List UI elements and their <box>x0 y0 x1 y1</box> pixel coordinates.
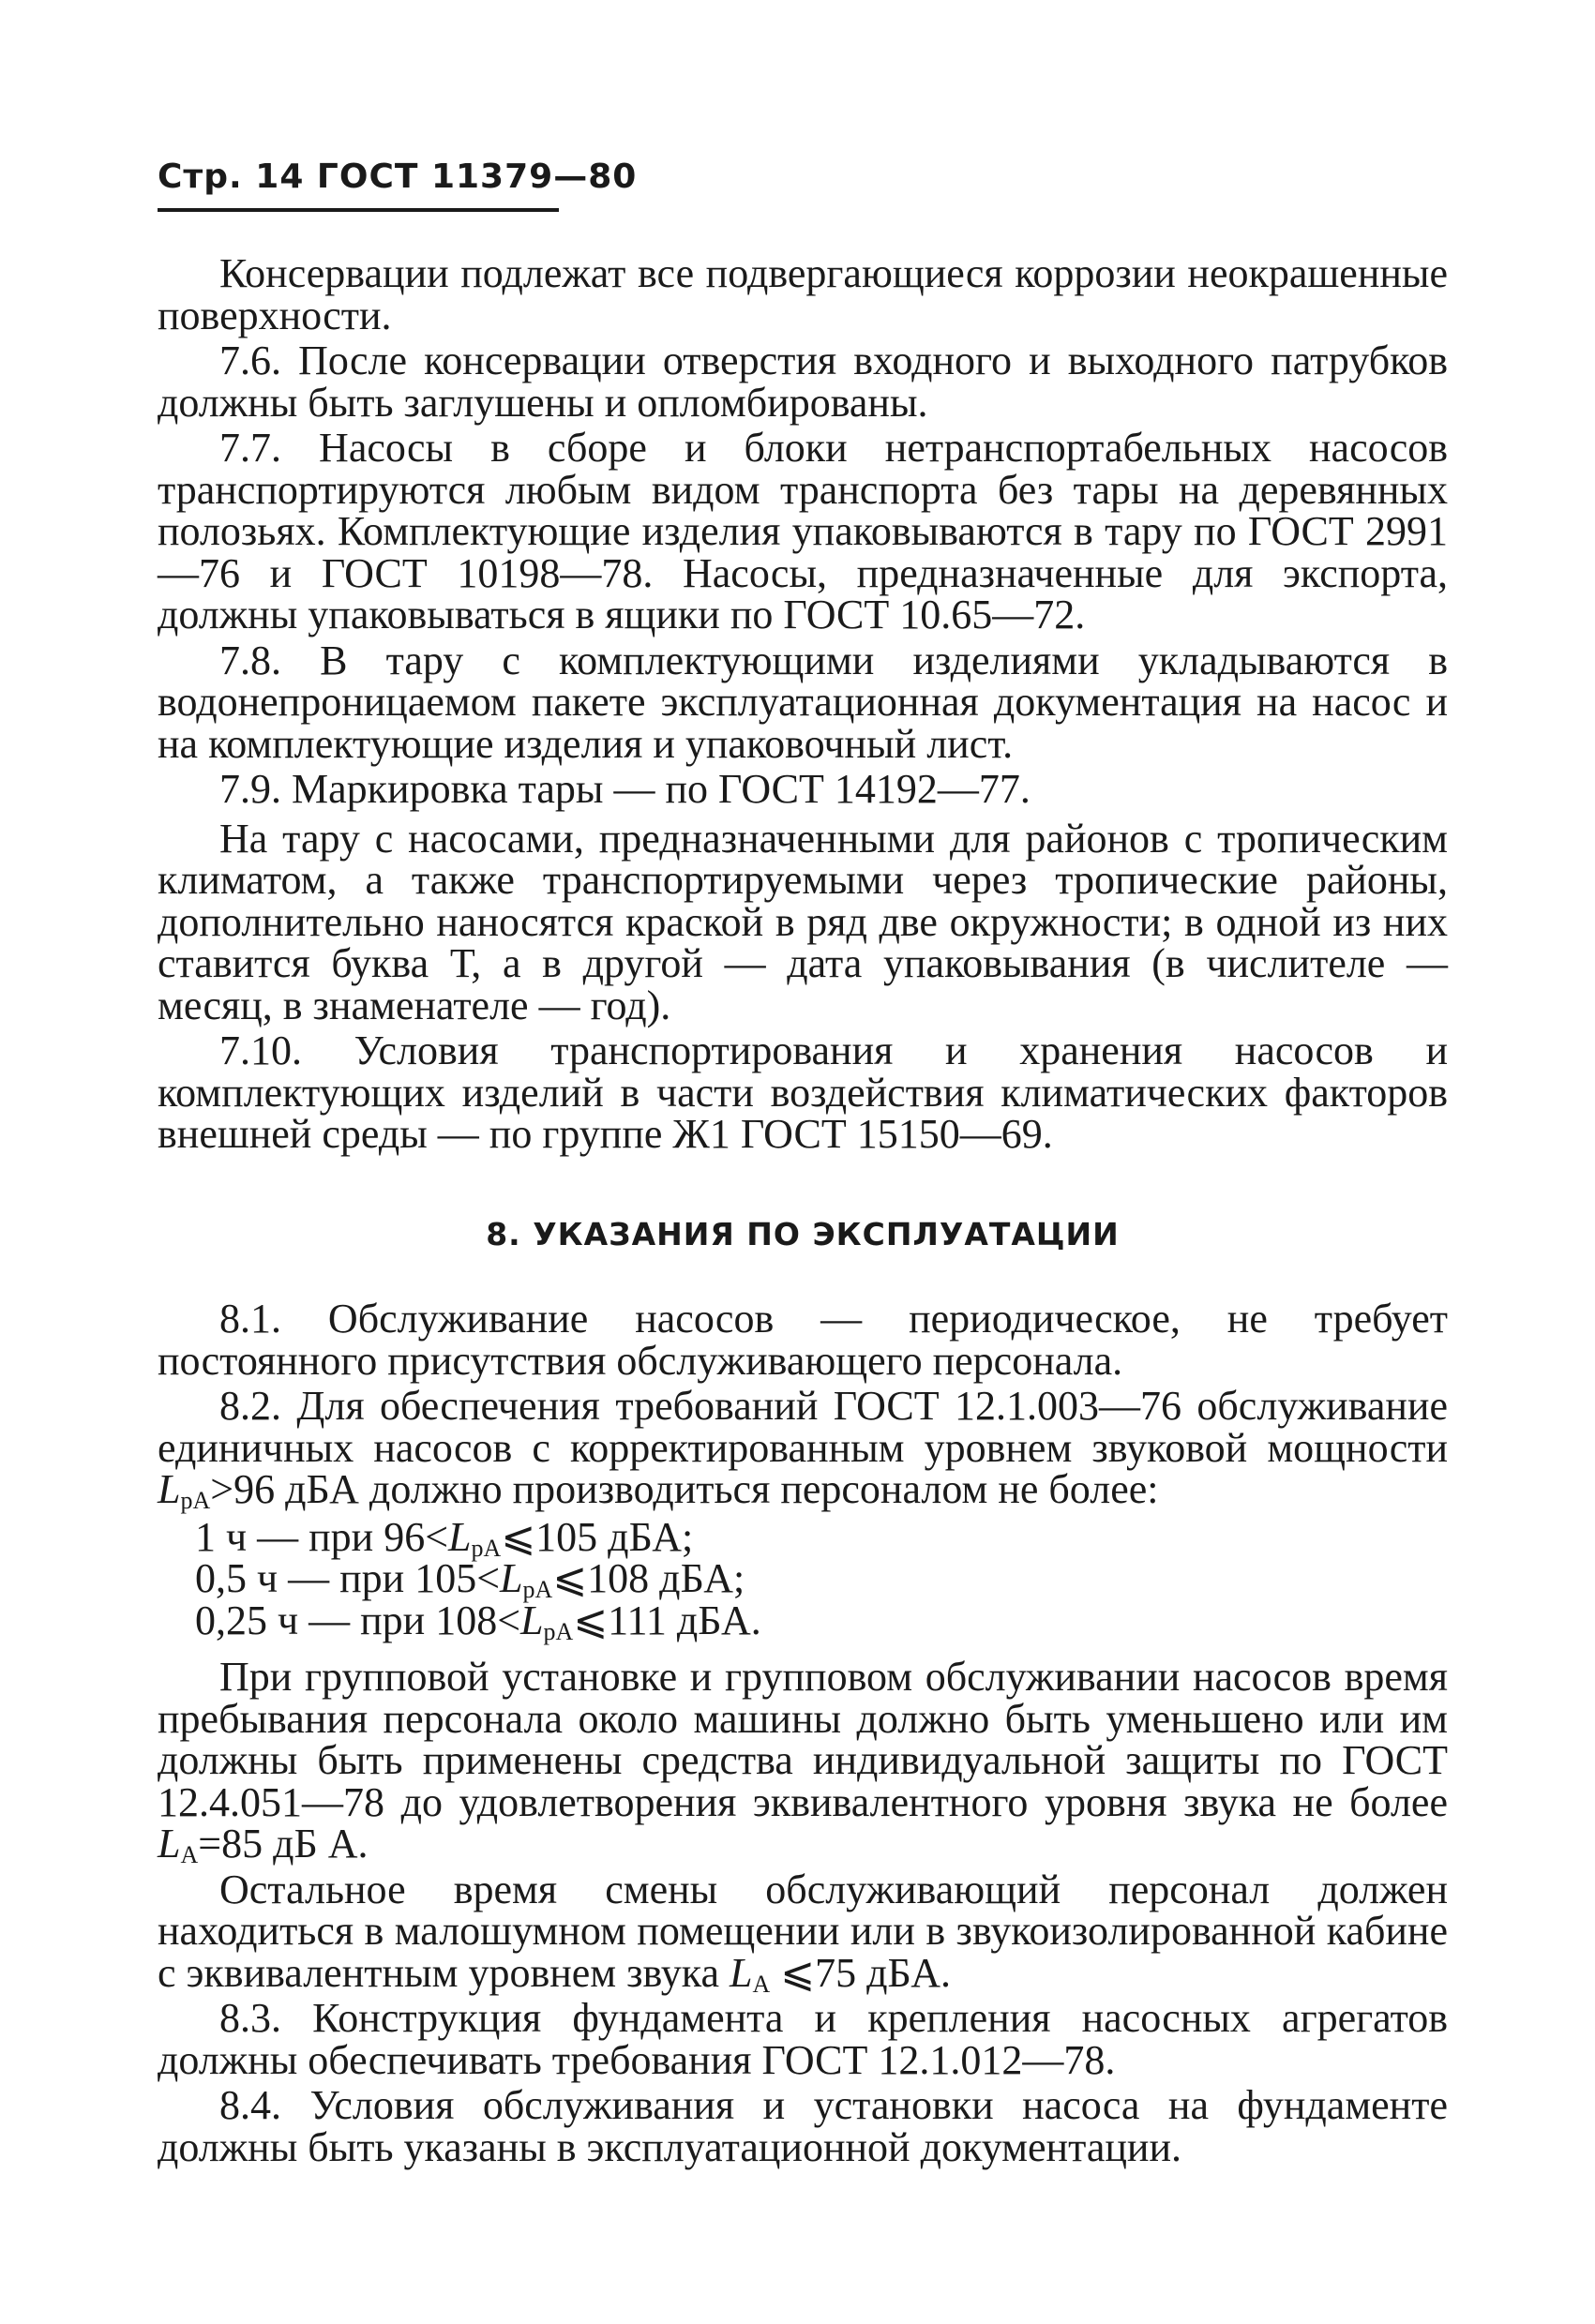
paragraph-8-1: 8.1. Обслуживание насосов — периодическое, не требует постоянного присутствия обслуживающего персонала. <box>158 1296 1448 1384</box>
paragraph-8-2-condition: >96 дБА должно производиться персоналом не более: <box>210 1466 1159 1512</box>
page-header: Стр. 14 ГОСТ 11379—80 <box>158 157 638 196</box>
section-8-heading: 8. УКАЗАНИЯ ПО ЭКСПЛУАТАЦИИ <box>486 1215 1120 1252</box>
paragraph-8-2 <box>158 1383 1448 1514</box>
paragraph-rest-time: Остальное время смены обслуживающий персонал должен находиться в малошумном помещении или в звукоизолированной кабине с эквивалентным уровнем звука $L_A$ ⩽75 дБА. <box>158 1866 1448 1998</box>
document-body <box>158 250 1448 2170</box>
paragraph-7-7: 7.7. Насосы в сборе и блоки нетранспортабельных насосов транспортируются любым видом транспорта без тары на деревянных полозьях. Комплектующие изделия упаковываются в тару по ГОСТ 2991—76 и ГОСТ 10198—78. Насосы, предназначенные для экспорта, должны упаковываться в ящики по ГОСТ 10.65—72. <box>158 425 1448 637</box>
paragraph-8-2-intro: 8.2. Для обеспечения требований ГОСТ 12.1.003—76 обслуживание единичных насосов с корректированным уровнем звуковой мощности <box>158 1383 1448 1471</box>
paragraph-8-3: 8.3. Конструкция фундамента и крепления насосных агрегатов должны обеспечивать требования ГОСТ 12.1.012—78. <box>158 1995 1448 2083</box>
paragraph-8-4: 8.4. Условия обслуживания и установки насоса на фундаменте должны быть указаны в эксплуатационной документации. <box>158 2082 1448 2170</box>
exposure-time-list <box>158 1513 1448 1645</box>
paragraph-group-service: При групповой установке и групповом обслуживании насосов время пребывания персонала около машины должно быть уменьшено или им должны быть применены средства индивидуальной защиты по ГОСТ 12.4.051—78 до удовлетворения эквивалентного уровня звука не более $L_A=85$ дБ А. <box>158 1654 1448 1868</box>
list-item: 0,5 ч — при $105<L_{pA}⩽108$ дБА; <box>195 1555 745 1603</box>
paragraph-tropics: На тару с насосами, предназначенными для районов с тропическим климатом, а также транспортируемыми через тропические районы, дополнительно наносятся краской в ряд две окружности; в одной из них ставится буква Т, а в другой — дата упаковывания (в числителе — месяц, в знаменателе — год). <box>158 815 1448 1028</box>
paragraph-7-8: 7.8. В тару с комплектующими изделиями укладываются в водонепроницаемом пакете эксплуатационная документация на насос и на комплектующие изделия и упаковочный лист. <box>158 637 1448 767</box>
list-item: 0,25 ч — при $108<L_{pA}⩽111$ дБА. <box>195 1597 761 1645</box>
header-underline <box>158 208 559 212</box>
paragraph-conservation: Консервации подлежат все подвергающиеся коррозии неокрашенные поверхности. <box>158 250 1448 338</box>
symbol-l: L <box>158 1466 181 1512</box>
paragraph-7-10: 7.10. Условия транспортирования и хранения насосов и комплектующих изделий в части воздействия климатических факторов внешней среды — по группе Ж1 ГОСТ 15150—69. <box>158 1027 1448 1157</box>
paragraph-7-6: 7.6. После консервации отверстия входного и выходного патрубков должны быть заглушены и опломбированы. <box>158 337 1448 426</box>
list-item: 1 ч — при $96<L_{pA}⩽105$ дБА; <box>195 1513 694 1562</box>
subscript-pa: pA <box>180 1487 211 1514</box>
paragraph-7-9: 7.9. Маркировка тары — по ГОСТ 14192—77. <box>219 766 1031 812</box>
